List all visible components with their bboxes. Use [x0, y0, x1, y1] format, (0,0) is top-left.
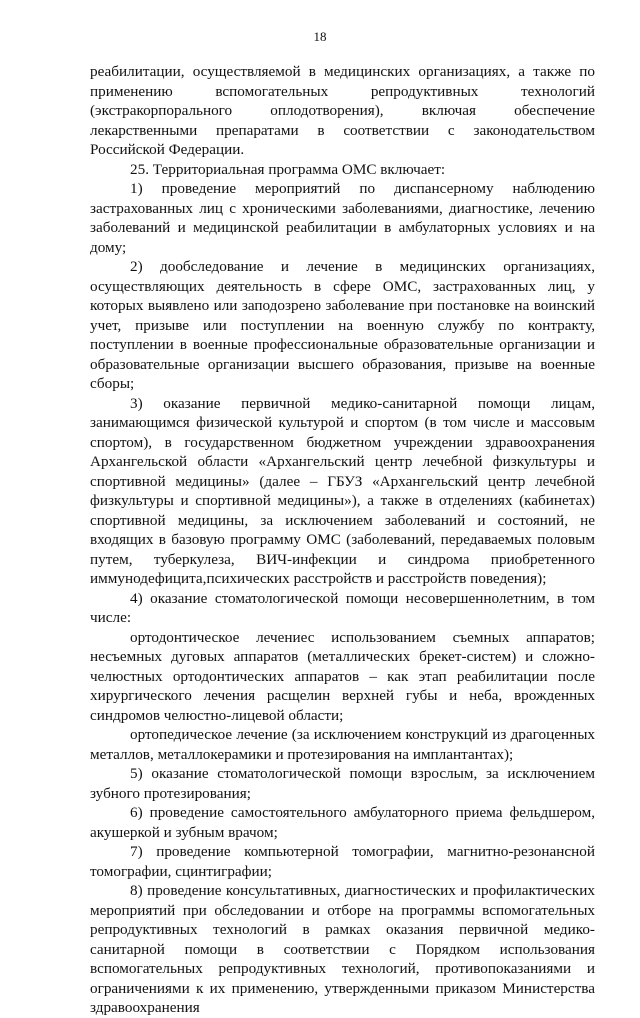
paragraph-item-6: 6) проведение самостоятельного амбулаторного приема фельдшером, акушеркой и зубным врачом;: [90, 804, 595, 841]
paragraph-item-4: 4) оказание стоматологической помощи несовершеннолетним, в том числе:: [90, 589, 595, 626]
paragraph-orthopedic: ортопедическое лечение (за исключением конструкций из драгоценных металлов, металлокерамики и протезирования на имплантантах);: [90, 726, 595, 763]
paragraph-item-5: 5) оказание стоматологической помощи взрослым, за исключением зубного протезирования;: [90, 765, 595, 802]
paragraph-continuation: реабилитации, осуществляемой в медицинских организациях, а также по применению вспомогательных репродуктивных технологий (экстракорпорального оплодотворения), включая обеспечение лекарственными препаратами в соответствии с законодательством Российской Федерации.: [90, 63, 595, 158]
paragraph-orthodontic: ортодонтическое лечениес использованием съемных аппаратов; несъемных дуговых аппаратов (металлических брекет-систем) и сложно-челюстных ортодонтических аппаратов – как этап реабилитации после хирургического лечения расщелин верхней губы и неба, врожденных синдромов челюстно-лицевой области;: [90, 628, 595, 724]
paragraph-item-8: 8) проведение консультативных, диагностических и профилактических мероприятий при обследовании и отборе на программы вспомогательных репродуктивных технологий в рамках оказания первичной медико-санитарной помощи в соответствии с Порядком использования вспомогательных репродуктивных технологий, противопоказаниями и ограничениями к их применению, утвержденными приказом Министерства здравоохранения: [90, 882, 595, 1016]
document-body: [90, 62, 595, 1018]
paragraph-item-2: 2) дообследование и лечение в медицинских организациях, осуществляющих деятельность в сфере ОМС, застрахованных лиц, у которых выявлено или заподозрено заболевание при постановке на воинский учет, призыве или поступлении на военную службу по контракту, поступлении в военные профессиональные образовательные организации и образовательные организации высшего образования, призыве на военные сборы;: [90, 258, 595, 392]
paragraph-item-7: 7) проведение компьютерной томографии, магнитно-резонансной томографии, сцинтиграфии;: [90, 843, 595, 880]
paragraph-item-1: 1) проведение мероприятий по диспансерному наблюдению застрахованных лиц с хроническими заболеваниями, диагностике, лечению заболеваний и медицинской реабилитации в амбулаторных условиях и на дому;: [90, 180, 595, 256]
paragraph-item-3: 3) оказание первичной медико-санитарной помощи лицам, занимающимся физической культурой и спортом (в том числе и массовым спортом), в государственном бюджетном учреждении здравоохранения Архангельской области «Архангельский центр лечебной физкультуры и спортивной медицины» (далее – ГБУЗ «Архангельский центр лечебной физкультуры и спортивной медицины»), а также в отделениях (кабинетах) спортивной медицины, за исключением заболеваний и состояний, не входящих в базовую программу ОМС (заболеваний, передаваемых половым путем, туберкулеза, ВИЧ-инфекции и синдрома приобретенного иммунодефицита,психических расстройств и расстройств поведения);: [90, 394, 595, 587]
page-number: 18: [313, 29, 327, 44]
paragraph-item-25: 25. Территориальная программа ОМС включает:: [130, 160, 446, 178]
